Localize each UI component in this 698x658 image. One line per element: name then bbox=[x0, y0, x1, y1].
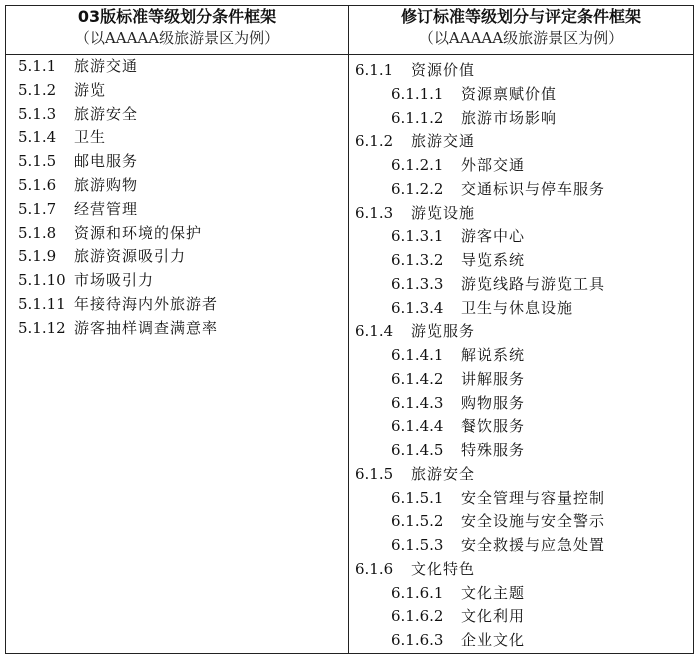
item-label: 游览设施 bbox=[411, 203, 476, 222]
item-label: 安全救援与应急处置 bbox=[461, 536, 606, 554]
list-item bbox=[349, 273, 693, 297]
list-item bbox=[349, 487, 693, 511]
item-label: 旅游安全 bbox=[411, 464, 476, 483]
left-criteria-list bbox=[6, 55, 348, 341]
list-item bbox=[349, 130, 693, 154]
item-label: 旅游市场影响 bbox=[461, 108, 558, 127]
item-label: 企业文化 bbox=[461, 631, 526, 649]
item-label: 资源禀赋价值 bbox=[461, 84, 558, 103]
item-label: 邮电服务 bbox=[74, 152, 139, 171]
item-label: 文化主题 bbox=[461, 583, 526, 602]
item-number: 6.1.5.3 bbox=[391, 536, 444, 554]
item-number: 6.1.1.2 bbox=[391, 108, 444, 127]
item-number: 6.1.4 bbox=[355, 322, 394, 341]
list-item bbox=[349, 225, 693, 249]
item-label: 市场吸引力 bbox=[74, 271, 155, 290]
item-label: 卫生与休息设施 bbox=[461, 298, 574, 317]
item-number: 5.1.3 bbox=[18, 104, 57, 123]
item-number: 6.1.5.1 bbox=[391, 488, 444, 507]
list-item bbox=[349, 582, 693, 606]
list-item bbox=[349, 392, 693, 416]
list-item bbox=[18, 269, 348, 293]
item-number: 6.1.5 bbox=[355, 464, 394, 483]
list-item bbox=[18, 293, 348, 317]
item-label: 年接待海内外旅游者 bbox=[74, 294, 219, 313]
list-item bbox=[349, 320, 693, 344]
list-item bbox=[18, 317, 348, 341]
list-item bbox=[349, 605, 693, 629]
item-number: 5.1.5 bbox=[18, 152, 57, 171]
item-number: 6.1.4.2 bbox=[391, 369, 444, 388]
item-number: 5.1.7 bbox=[18, 199, 57, 218]
item-label: 导览系统 bbox=[461, 251, 526, 269]
item-label: 安全设施与安全警示 bbox=[461, 512, 606, 531]
item-label: 游客中心 bbox=[461, 227, 526, 246]
list-item bbox=[18, 103, 348, 127]
item-number: 6.1.6.1 bbox=[391, 583, 444, 602]
item-number: 5.1.6 bbox=[18, 175, 57, 194]
right-header-subtitle: （以AAAAA级旅游景区为例） bbox=[418, 29, 624, 47]
item-label: 文化利用 bbox=[461, 607, 526, 626]
list-item bbox=[349, 558, 693, 582]
item-number: 5.1.2 bbox=[18, 80, 57, 99]
list-item bbox=[18, 174, 348, 198]
item-label: 旅游购物 bbox=[74, 175, 139, 194]
list-item bbox=[349, 463, 693, 487]
item-label: 卫生 bbox=[74, 128, 107, 147]
item-number: 6.1.4.5 bbox=[391, 441, 444, 459]
item-number: 6.1.4.1 bbox=[391, 346, 444, 364]
item-label: 资源和环境的保护 bbox=[74, 223, 203, 242]
list-item bbox=[349, 154, 693, 178]
item-number: 6.1.3.1 bbox=[391, 227, 444, 246]
item-number: 5.1.9 bbox=[18, 247, 57, 266]
item-number: 6.1.3.4 bbox=[391, 298, 444, 317]
item-label: 旅游安全 bbox=[74, 104, 139, 123]
list-item bbox=[349, 59, 693, 83]
item-number: 6.1.5.2 bbox=[391, 512, 444, 531]
item-label: 游客抽样调查满意率 bbox=[74, 318, 219, 337]
list-item bbox=[18, 198, 348, 222]
list-item bbox=[349, 178, 693, 202]
item-number: 5.1.11 bbox=[18, 294, 66, 313]
item-label: 交通标识与停车服务 bbox=[461, 179, 606, 198]
header-row bbox=[6, 6, 694, 55]
item-number: 6.1.2 bbox=[355, 132, 394, 151]
item-number: 5.1.12 bbox=[18, 318, 66, 337]
list-item bbox=[349, 415, 693, 439]
item-number: 6.1.3.3 bbox=[391, 274, 444, 293]
body-row bbox=[6, 55, 694, 654]
item-number: 5.1.4 bbox=[18, 128, 57, 147]
list-item bbox=[349, 629, 693, 653]
right-column-header bbox=[349, 6, 694, 55]
item-number: 5.1.8 bbox=[18, 223, 57, 242]
item-label: 购物服务 bbox=[461, 393, 526, 412]
right-column-body bbox=[349, 55, 694, 654]
list-item bbox=[349, 202, 693, 226]
list-item bbox=[349, 249, 693, 273]
list-item bbox=[349, 83, 693, 107]
item-label: 资源价值 bbox=[411, 61, 476, 79]
item-number: 6.1.1.1 bbox=[391, 84, 444, 103]
item-number: 6.1.2.2 bbox=[391, 179, 444, 198]
item-number: 6.1.4.4 bbox=[391, 417, 444, 436]
item-label: 旅游交通 bbox=[74, 57, 139, 75]
list-item bbox=[18, 126, 348, 150]
list-item bbox=[349, 107, 693, 131]
list-item bbox=[349, 439, 693, 463]
item-label: 外部交通 bbox=[461, 156, 526, 174]
item-number: 6.1.1 bbox=[355, 61, 394, 79]
item-label: 解说系统 bbox=[461, 346, 526, 364]
item-label: 经营管理 bbox=[74, 199, 139, 218]
item-label: 文化特色 bbox=[411, 559, 476, 578]
list-item bbox=[349, 534, 693, 558]
item-number: 6.1.3.2 bbox=[391, 251, 444, 269]
left-header-title: 03版标准等级划分条件框架 bbox=[77, 7, 277, 26]
item-number: 5.1.10 bbox=[18, 271, 66, 290]
comparison-table bbox=[5, 5, 694, 654]
list-item bbox=[349, 368, 693, 392]
item-label: 旅游交通 bbox=[411, 132, 476, 151]
item-label: 游览服务 bbox=[411, 322, 476, 341]
item-label: 旅游资源吸引力 bbox=[74, 247, 187, 266]
item-label: 游览 bbox=[74, 80, 107, 99]
item-label: 讲解服务 bbox=[461, 369, 526, 388]
item-number: 6.1.6 bbox=[355, 559, 394, 578]
list-item bbox=[349, 344, 693, 368]
left-column-body bbox=[6, 55, 349, 654]
list-item bbox=[18, 79, 348, 103]
left-column-header bbox=[6, 6, 349, 55]
item-number: 6.1.2.1 bbox=[391, 156, 444, 174]
list-item bbox=[18, 245, 348, 269]
left-header-subtitle: （以AAAAA级旅游景区为例） bbox=[74, 29, 280, 47]
item-label: 餐饮服务 bbox=[461, 417, 526, 436]
item-label: 安全管理与容量控制 bbox=[461, 488, 606, 507]
list-item bbox=[18, 150, 348, 174]
right-header-title: 修订标准等级划分与评定条件框架 bbox=[400, 7, 641, 26]
list-item bbox=[349, 510, 693, 534]
item-label: 游览线路与游览工具 bbox=[461, 274, 606, 293]
list-item bbox=[18, 55, 348, 79]
item-number: 6.1.3 bbox=[355, 203, 394, 222]
item-number: 5.1.1 bbox=[18, 57, 57, 75]
list-item bbox=[18, 222, 348, 246]
item-number: 6.1.6.3 bbox=[391, 631, 444, 649]
item-label: 特殊服务 bbox=[461, 441, 526, 459]
right-criteria-list bbox=[349, 55, 693, 653]
list-item bbox=[349, 297, 693, 321]
item-number: 6.1.6.2 bbox=[391, 607, 444, 626]
item-number: 6.1.4.3 bbox=[391, 393, 444, 412]
